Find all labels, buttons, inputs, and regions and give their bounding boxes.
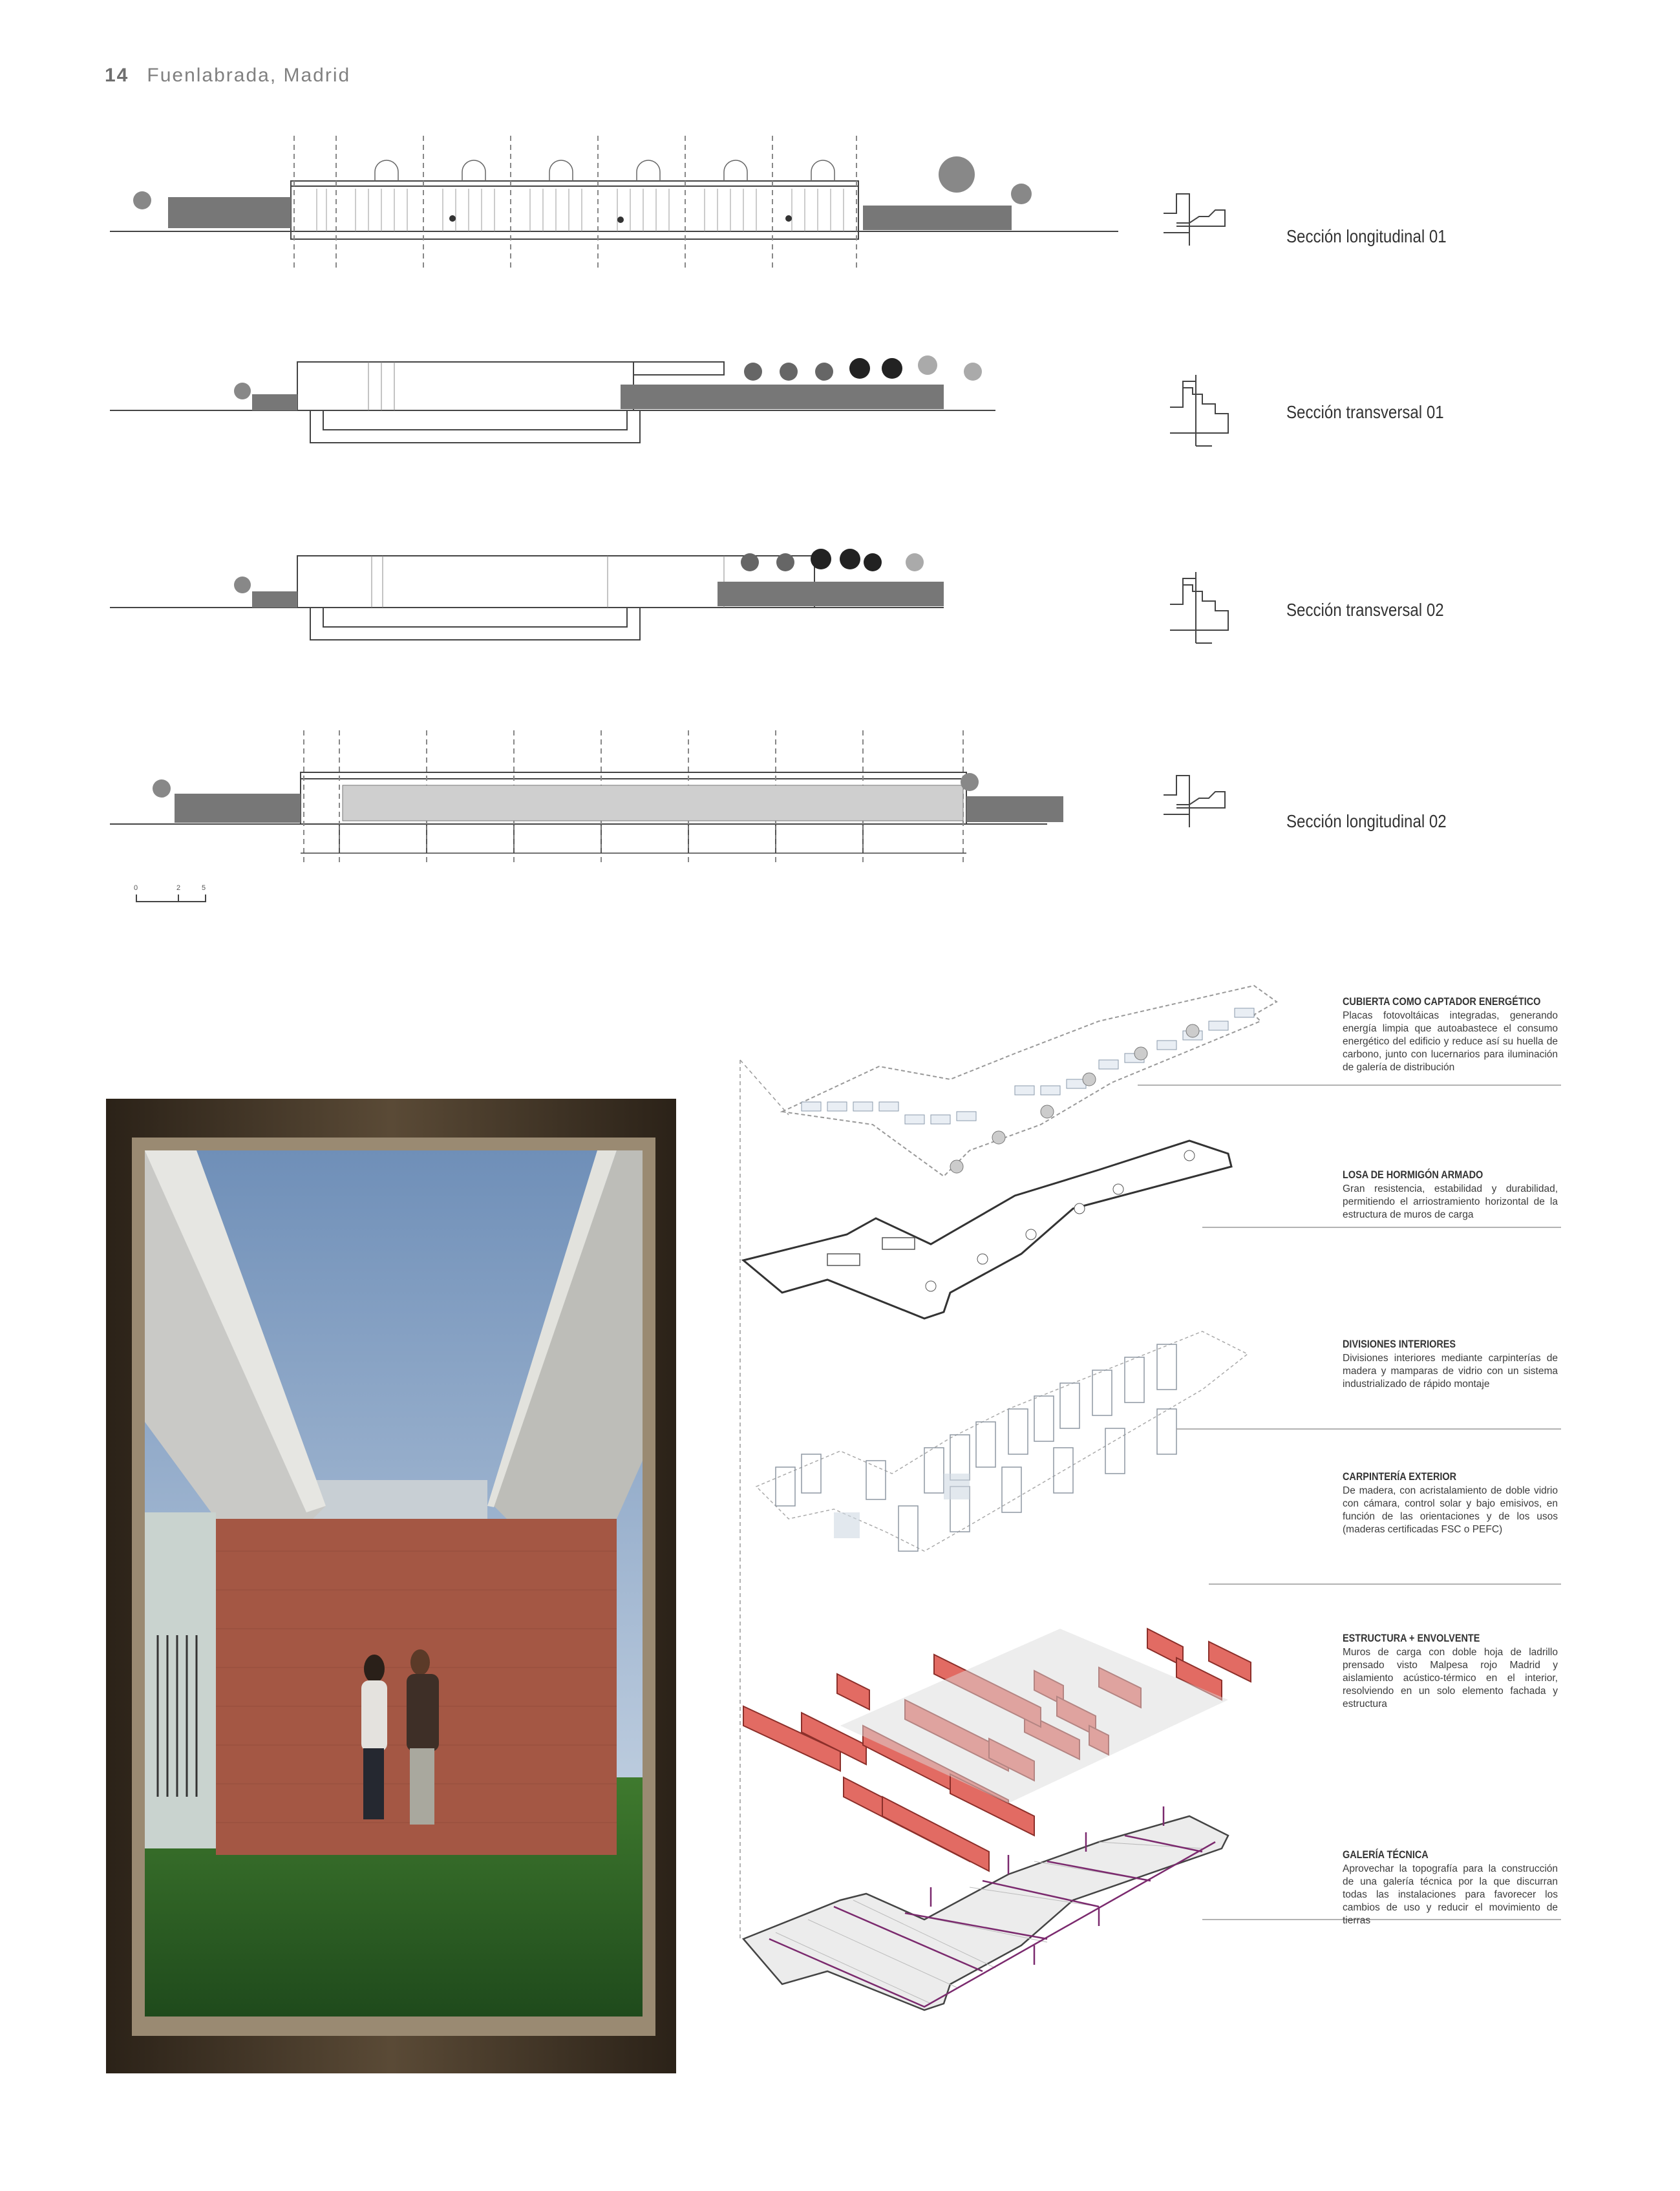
- legend-title: GALERÍA TÉCNICA: [1343, 1848, 1429, 1861]
- legend-description: Gran resistencia, estabilidad y durabilidad, permitiendo el arriostramiento horizontal de la estructura de muros de carga: [1343, 1183, 1558, 1220]
- legend-title: LOSA DE HORMIGÓN ARMADO: [1343, 1169, 1483, 1181]
- page-location: Fuenlabrada, Madrid: [147, 65, 351, 86]
- scale-tick-5: 5: [202, 884, 206, 892]
- page-number: 14: [105, 65, 129, 86]
- legend-roof: [1343, 995, 1558, 1074]
- legend-slab: [1343, 1169, 1558, 1222]
- courtyard-photograph: [106, 1099, 676, 2073]
- legend-description: Placas fotovoltáicas integradas, generando energía limpia que autoabastece el consumo energético del edificio y reduce así su huella de carbono, junto con lucernarios para iluminación de galería de distribución: [1343, 1010, 1558, 1073]
- legend-interior-divisions: [1343, 1338, 1558, 1391]
- section-transversal-02-drawing: [103, 530, 1073, 659]
- legend-title: CUBIERTA COMO CAPTADOR ENERGÉTICO: [1343, 995, 1541, 1008]
- scale-tick-0: 0: [134, 884, 138, 892]
- legend-structure: [1343, 1632, 1558, 1711]
- scale-bar: [136, 884, 207, 904]
- legend-description: Muros de carga con doble hoja de ladrillo prensado visto Malpesa rojo Madrid y aislamiento acústico-térmico en el interior, resolviendo en un solo elemento fachada y estructura: [1343, 1647, 1558, 1709]
- section-longitudinal-01-drawing: [103, 129, 1125, 284]
- section-key-icon-1: [1157, 184, 1241, 255]
- section-key-icon-4: [1157, 766, 1241, 837]
- section-label-transversal-01: Sección transversal 01: [1286, 402, 1444, 422]
- section-transversal-01-drawing: [103, 336, 1073, 465]
- legend-description: De madera, con acristalamiento de doble vidrio con cámara, control solar y bajo emisivos, en función de las orientaciones y de los usos (maderas certificadas FSC o PEFC): [1343, 1485, 1558, 1535]
- section-label-transversal-02: Sección transversal 02: [1286, 600, 1444, 620]
- section-key-icon-2: [1164, 362, 1248, 459]
- section-longitudinal-02-drawing: [103, 724, 1073, 879]
- legend-title: DIVISIONES INTERIORES: [1343, 1338, 1456, 1350]
- legend-title: ESTRUCTURA + ENVOLVENTE: [1343, 1632, 1480, 1644]
- section-label-longitudinal-01: Sección longitudinal 01: [1286, 226, 1447, 246]
- legend-technical-gallery: [1343, 1848, 1558, 1927]
- legend-description: Divisiones interiores mediante carpinterías de madera y mamparas de vidrio con un sistema industrializado de rápido montaje: [1343, 1353, 1558, 1390]
- section-label-longitudinal-02: Sección longitudinal 02: [1286, 811, 1447, 831]
- scale-tick-2: 2: [176, 884, 181, 892]
- section-key-icon-3: [1164, 559, 1248, 656]
- page-header: [105, 65, 350, 87]
- legend-description: Aprovechar la topografía para la construcción de una galería técnica por la que discurran todas las instalaciones para favorecer los cambios de uso y reducir el movimiento de tierras: [1343, 1863, 1558, 1926]
- legend-title: CARPINTERÍA EXTERIOR: [1343, 1470, 1457, 1483]
- legend-exterior-carpentry: [1343, 1470, 1558, 1536]
